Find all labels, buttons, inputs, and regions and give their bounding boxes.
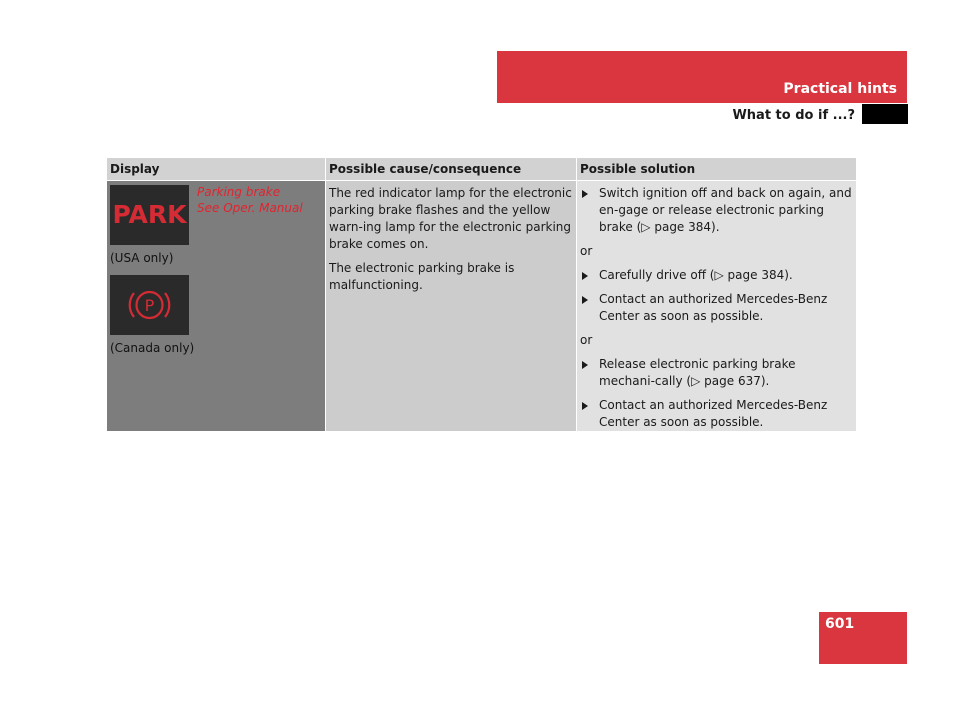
park-lamp-text: PARK — [112, 200, 187, 229]
or-separator: or — [580, 244, 593, 258]
solution-step-text: Switch ignition off and back on again, and en-gage or release electronic parking brake (▷ page 384). — [599, 186, 852, 234]
cause-paragraph-1: The red indicator lamp for the electronic parking brake flashes and the yellow warn-ing lamp for the electronic parking brake comes on. — [329, 186, 572, 251]
solution-step — [580, 356, 853, 390]
display-message-line2: See Oper. Manual — [197, 201, 303, 215]
solution-step-text: Release electronic parking brake mechani-cally (▷ page 637). — [599, 357, 796, 388]
page-number-box — [819, 612, 907, 664]
cause-cell — [326, 181, 576, 431]
section-title: Practical hints — [783, 81, 897, 97]
cause-paragraph-2: The electronic parking brake is malfunctioning. — [329, 261, 515, 292]
solution-step — [580, 291, 853, 325]
solution-step — [580, 185, 853, 236]
bullet-arrow-icon — [582, 272, 588, 280]
solution-step-text: Carefully drive off (▷ page 384). — [599, 268, 793, 282]
display-cell — [107, 181, 325, 431]
header-band — [497, 51, 907, 103]
troubleshooting-table — [107, 158, 856, 431]
solution-step — [580, 267, 853, 284]
parking-brake-icon — [110, 275, 189, 335]
display-message — [197, 184, 322, 216]
section-tab-marker — [862, 104, 908, 124]
header-cause: Possible cause/consequence — [326, 158, 576, 180]
usa-caption: (USA only) — [110, 251, 174, 265]
subsection-title: What to do if ...? — [732, 108, 855, 123]
bullet-arrow-icon — [582, 296, 588, 304]
solution-step-text: Contact an authorized Mercedes-Benz Center as soon as possible. — [599, 292, 828, 323]
solution-cell — [577, 181, 856, 431]
header-display: Display — [107, 158, 325, 180]
svg-text:P: P — [144, 296, 155, 315]
parking-brake-indicator-lamp — [110, 275, 189, 335]
page-number: 601 — [825, 616, 855, 632]
bullet-arrow-icon — [582, 402, 588, 410]
canada-caption: (Canada only) — [110, 341, 195, 355]
solution-step — [580, 397, 853, 431]
bullet-arrow-icon — [582, 361, 588, 369]
or-separator: or — [580, 333, 593, 347]
display-message-line1: Parking brake — [197, 185, 281, 199]
header-solution: Possible solution — [577, 158, 856, 180]
bullet-arrow-icon — [582, 190, 588, 198]
park-indicator-lamp — [110, 185, 189, 245]
solution-step-text: Contact an authorized Mercedes-Benz Center as soon as possible. — [599, 398, 828, 429]
